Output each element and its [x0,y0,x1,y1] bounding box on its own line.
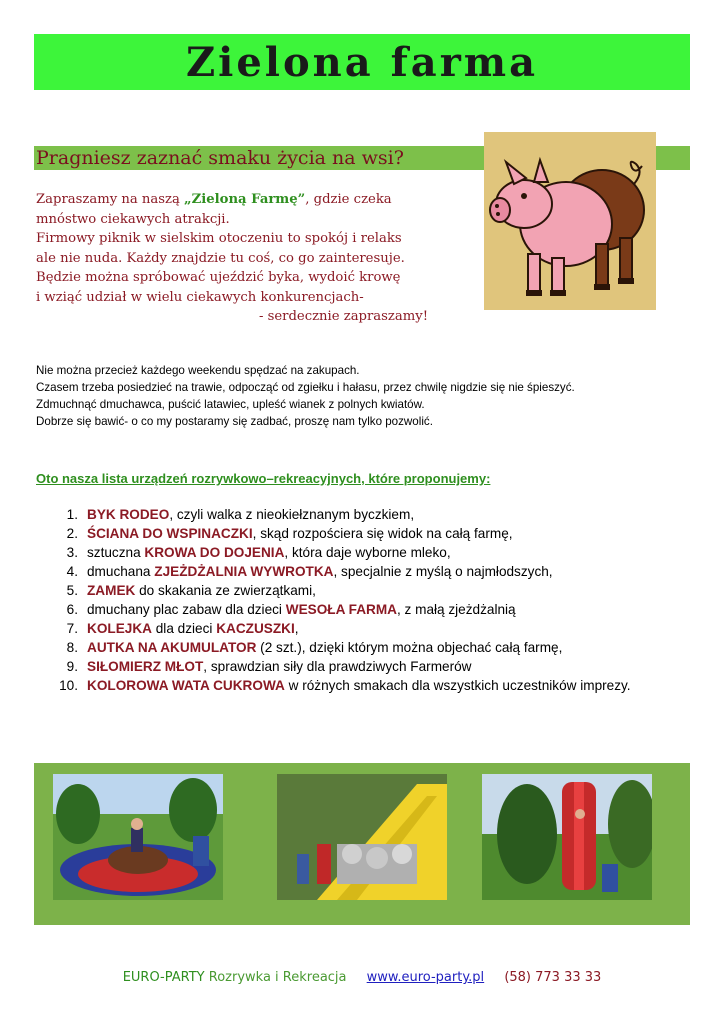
attraction-name: WESOŁA FARMA [285,602,397,617]
list-item: 3. sztuczna KROWA DO DOJENIA, która daje wyborne mleko, [66,545,451,560]
title-banner [34,34,690,90]
farm-name: „Zieloną Farmę” [184,192,306,207]
pig-icon [484,132,656,310]
page-title: Zielona farma [185,38,539,86]
body-paragraph [36,362,686,430]
attraction-name: ZJEŻDŻALNIA WYWROTKA [154,564,334,579]
attraction-name: ŚCIANA DO WSPINACZKI [87,526,253,541]
attraction-name: SIŁOMIERZ MŁOT [87,659,204,674]
attraction-name: KACZUSZKI [216,621,295,636]
photo-bull-rodeo [53,774,223,900]
intro-line: ale nie nuda. Każdy znajdzie tu coś, co go zainteresuje. [36,250,405,266]
list-item: 10. KOLOROWA WATA CUKROWA w różnych smakach dla wszystkich uczestników imprezy. [59,678,631,693]
list-item: 5. ZAMEK do skakania ze zwierzątkami, [66,583,316,598]
footer-url-link[interactable]: www.euro-party.pl [366,970,485,985]
photo-inflatable-slide [277,774,447,900]
list-heading: Oto nasza lista urządzeń rozrywkowo–rekreacyjnych, które proponujemy: [36,471,491,486]
attractions-list [54,505,704,695]
intro-line: Zapraszamy na naszą „Zieloną Farmę”, gdzie czeka [36,192,392,207]
list-item: 6. dmuchany plac zabaw dla dzieci WESOŁA FARMA, z małą zjeżdżalnią [66,602,516,617]
intro-signature: - serdecznie zapraszamy! [258,309,428,324]
footer-phone: (58) 773 33 33 [504,970,602,985]
body-line: Czasem trzeba posiedzieć na trawie, odpocząć od zgiełku i hałasu, przez chwilę nigdzie się nie śpieszyć. [36,381,575,394]
body-line: Dobrze się bawić- o co my postaramy się zadbać, proszę nam tylko pozwolić. [36,415,433,428]
list-item: 7. KOLEJKA dla dzieci KACZUSZKI, [66,621,299,636]
attraction-name: KROWA DO DOJENIA [144,545,285,560]
body-line: Zdmuchnąć dmuchawca, puścić latawiec, upleść wianek z polnych kwiatów. [36,398,425,411]
attraction-name: KOLOROWA WATA CUKROWA [87,678,285,693]
list-item: 1. BYK RODEO, czyli walka z nieokiełznanym byczkiem, [66,507,415,522]
attraction-name: KOLEJKA [87,621,152,636]
body-line: Nie można przecież każdego weekendu spędzać na zakupach. [36,364,360,377]
list-item: 8. AUTKA NA AKUMULATOR (2 szt.), dzięki którym można objechać całą farmę, [66,640,563,655]
list-item: 9. SIŁOMIERZ MŁOT, sprawdzian siły dla prawdziwych Farmerów [66,659,472,674]
attraction-name: ZAMEK [87,583,136,598]
intro-invitation [36,190,428,327]
intro-line: Będzie można spróbować ujeździć byka, wydoić krowę [36,270,401,285]
attraction-name: AUTKA NA AKUMULATOR [87,640,257,655]
intro-line: mnóstwo ciekawych atrakcji. [36,211,230,227]
footer-brand: EURO-PARTY [122,970,205,985]
intro-line: i wziąć udział w wielu ciekawych konkurencjach- [36,289,364,305]
photo-climbing-wall [482,774,652,900]
list-item: 2. ŚCIANA DO WSPINACZKI, skąd rozpościera się widok na całą farmę, [66,526,513,541]
attraction-name: BYK RODEO [87,507,170,522]
list-item: 4. dmuchana ZJEŻDŻALNIA WYWROTKA, specjalnie z myślą o najmłodszych, [66,564,553,579]
intro-line: Firmowy piknik w sielskim otoczeniu to spokój i relaks [36,231,402,246]
footer [0,970,724,985]
footer-tagline: Rozrywka i Rekreacja [208,970,347,985]
subheading: Pragniesz zaznać smaku życia na wsi? [36,147,404,169]
photo-strip [34,763,690,925]
pig-illustration [484,132,656,310]
